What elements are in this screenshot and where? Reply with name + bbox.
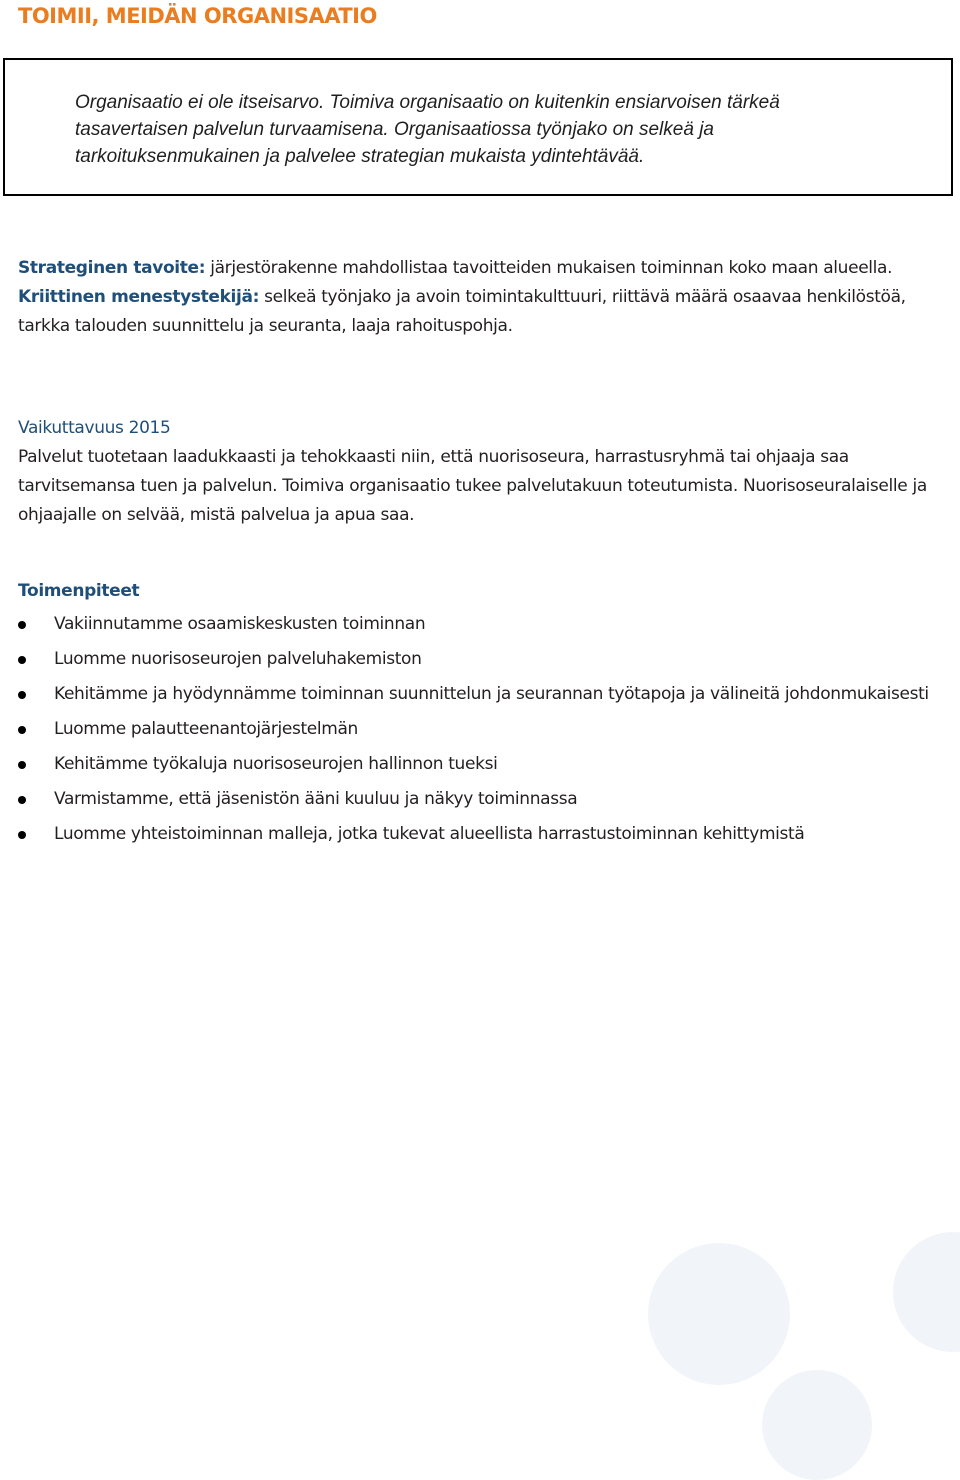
goals-section: [18, 254, 948, 341]
list-item: [18, 784, 948, 815]
intro-text: Organisaatio ei ole itseisarvo. Toimiva organisaatio on kuitenkin ensiarvoisen tärkeä tasavertaisen palvelun turvaamisena. Organisaatiossa työnjako on selkeä ja tarkoituksenmukainen ja palvelee strategian mukaista ydintehtävää.: [75, 92, 780, 167]
bullet-icon: [18, 761, 26, 769]
list-item-text: Vakiinnutamme osaamiskeskusten toiminnan: [54, 614, 426, 634]
bullet-icon: [18, 726, 26, 734]
actions-heading: Toimenpiteet: [18, 581, 140, 601]
list-item-text: Luomme nuorisoseurojen palveluhakemiston: [54, 649, 422, 669]
bullet-icon: [18, 691, 26, 699]
bullet-icon: [18, 831, 26, 839]
list-item: [18, 609, 948, 640]
strategic-goal: [18, 254, 948, 283]
actions-section: [18, 577, 948, 854]
bullet-icon: [18, 796, 26, 804]
list-item-text: Kehitämme ja hyödynnämme toiminnan suunnittelun ja seurannan työtapoja ja välineitä johdonmukaisesti: [54, 684, 929, 704]
list-item-text: Varmistamme, että jäsenistön ääni kuuluu ja näkyy toiminnassa: [54, 789, 578, 809]
list-item-text: Luomme yhteistoiminnan malleja, jotka tukevat alueellista harrastustoiminnan kehittymistä: [54, 824, 805, 844]
bullet-icon: [18, 621, 26, 629]
critical-success-factor-text: selkeä työnjako ja avoin toimintakulttuuri, riittävä määrä osaavaa henkilöstöä, tarkka talouden suunnittelu ja seuranta, laaja rahoituspohja.: [18, 287, 906, 336]
list-item-text: Luomme palautteenantojärjestelmän: [54, 719, 358, 739]
critical-success-factor-label: Kriittinen menestystekijä:: [18, 287, 260, 307]
list-item: [18, 714, 948, 745]
impact-section: [18, 414, 948, 530]
impact-heading: Vaikuttavuus 2015: [18, 418, 171, 438]
list-item-text: Kehitämme työkaluja nuorisoseurojen hallinnon tueksi: [54, 754, 498, 774]
list-item: [18, 749, 948, 780]
strategic-goal-text: järjestörakenne mahdollistaa tavoitteiden mukaisen toiminnan koko maan alueella.: [205, 258, 893, 278]
decorative-circle-bottom: [762, 1370, 872, 1480]
list-item: [18, 819, 948, 850]
list-item: [18, 644, 948, 675]
list-item: [18, 679, 948, 710]
strategic-goal-label: Strateginen tavoite:: [18, 258, 206, 278]
critical-success-factor: [18, 283, 948, 341]
decorative-circle-right: [893, 1232, 960, 1352]
intro-box: [3, 58, 953, 196]
actions-list: [18, 609, 948, 850]
impact-text: Palvelut tuotetaan laadukkaasti ja tehokkaasti niin, että nuorisoseura, harrastusryhmä tai ohjaaja saa tarvitsemansa tuen ja palvelun. Toimiva organisaatio tukee palvelutakuun toteutumista. Nuorisoseuralaiselle ja ohjaajalle on selvää, mistä palvelua ja apua saa.: [18, 447, 927, 525]
bullet-icon: [18, 656, 26, 664]
page-title: TOIMII, MEIDÄN ORGANISAATIO: [18, 4, 377, 28]
decorative-circle-large: [648, 1243, 790, 1385]
